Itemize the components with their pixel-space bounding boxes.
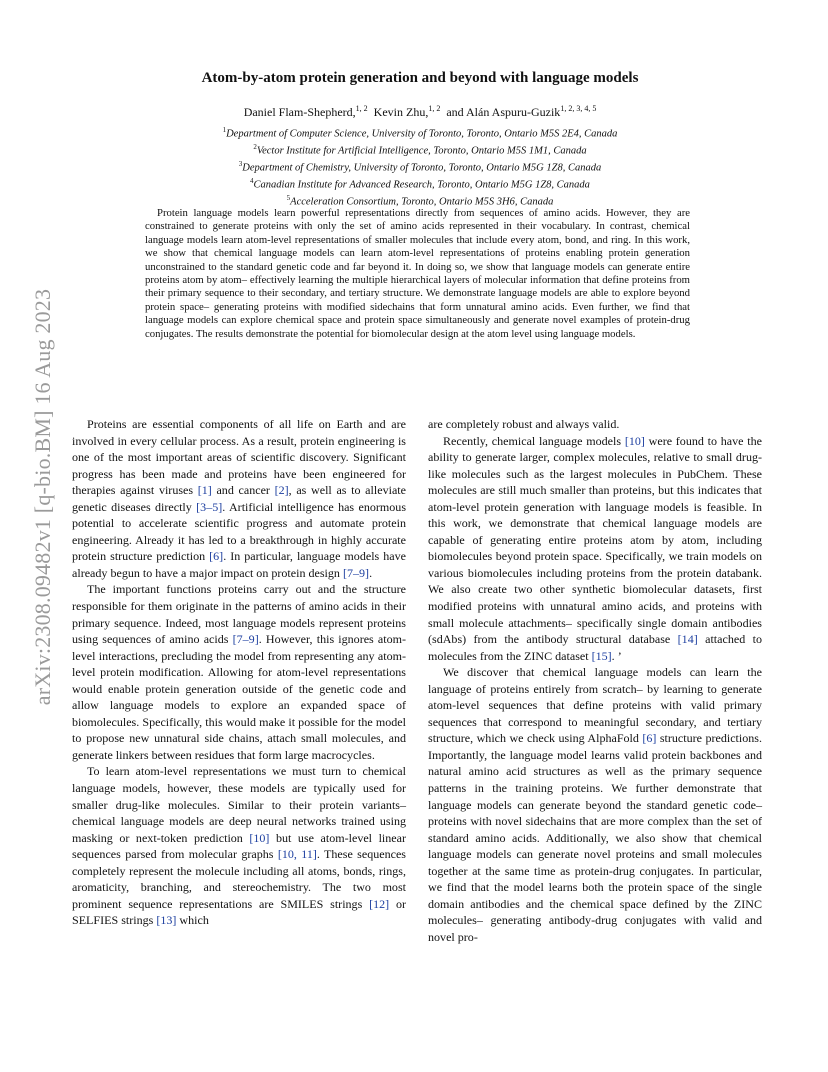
affiliation-list (80, 124, 760, 209)
author-name: Kevin Zhu, (373, 105, 429, 119)
citation-link[interactable]: [2] (274, 483, 289, 498)
affiliation-marker: 5 (286, 194, 291, 203)
body-paragraph (428, 433, 762, 665)
affiliation-marker: 1 (222, 126, 227, 134)
body-text: structure predictions. Importantly, the language model learns valid protein backbones and natural amino acid structures as well as the primary sequence patterns in the training proteins. We further demonstrate that language models can generate beyond the standard genetic code– proteins with novel sidechains that are more complex than the set of standard amino acids. Additionally, we also show that chemical language models can generate novel proteins and small molecules together at the same time as protein-drug conjugates. In particular, we find that the model learns both the protein space of the single domain antibodies and the chemical space defined by the ZINC molecules– generating antibody-drug conjugates with valid and novel pro- (428, 731, 762, 944)
body-text: and cancer (211, 483, 275, 498)
author-affil-marker: 1, 2, 3, 4, 5 (560, 104, 597, 113)
body-text: Recently, chemical language models (443, 433, 625, 448)
body-text: . Artificial intelligence has enormous potential to accelerate scientific progress and automate protein engineering. Already it has led to a breakthrough in highly accurate protein structure prediction (72, 499, 407, 564)
citation-link[interactable]: [15] (591, 648, 612, 663)
arxiv-identifier (18, 262, 68, 732)
affiliation-text: Department of Computer Science, University of Toronto, Toronto, Ontario M5S 2E4, Canada (226, 128, 618, 140)
author-name: Daniel Flam-Shepherd, (243, 105, 356, 119)
body-text: Proteins are essential components of all life on Earth and are involved in every cellular process. As a result, protein engineering is one of the most important areas of scientific discovery. Significant progress has been made and proteins have been engineered for therapies against viruses (72, 417, 406, 498)
citation-link[interactable]: [7–9] (342, 565, 370, 580)
affiliation-marker: 4 (250, 177, 254, 186)
affiliation (80, 175, 760, 192)
affiliation (80, 158, 760, 175)
body-text: . In particular, language models have already begun to have a major impact on protein design (72, 549, 406, 580)
affiliation-text: Vector Institute for Artificial Intelligence, Toronto, Ontario M5S 1M1, Canada (256, 145, 587, 157)
citation-link[interactable]: [10, 11] (277, 847, 317, 862)
body-paragraph (428, 664, 762, 945)
body-text: We discover that chemical language models can learn the language of proteins entirely from scratch– by learning to generate atom-level sequences that define proteins with valid primary sequences that correspond to meaningful secondary, and tertiary structure, which we check using AlphaFold (428, 665, 762, 746)
citation-link[interactable]: [6] (642, 731, 657, 746)
body-text: but use atom-level linear sequences parsed from molecular graphs (72, 830, 406, 862)
citation-link[interactable]: [1] (197, 483, 212, 498)
body-text: were found to have the ability to generate larger, complex molecules, relative to small drug-like molecules such as the largest molecules in PubChem. These molecules are still much smaller than proteins, but this indicates that atom-level protein generation with language models is feasible. In this work, we demonstrate that chemical language models are capable of generating entire proteins atom by atom, including biomolecules beyond protein space. Specifically, we train models on various biomolecules including proteins from the protein databank. We also create two other synthetic biomolecular datasets, first modified proteins with unnatural amino acids, and proteins with small molecule attachments– specifically single domain antibodies (sdAbs) from the antibody structural database (428, 433, 762, 647)
body-text: which (176, 913, 209, 928)
body-text: The important functions proteins carry out and the structure responsible for them originate in the patterns of amino acids in their primary sequence. Indeed, most language models represent proteins using sequences of amino acids (72, 582, 406, 647)
affiliation-text: Department of Chemistry, University of Toronto, Toronto, Ontario M5G 1Z8, Canada (242, 162, 602, 174)
citation-link[interactable]: [13] (156, 913, 177, 928)
paper-title: Atom-by-atom protein generation and beyond with language models (201, 70, 639, 86)
citation-link[interactable]: [12] (369, 896, 390, 911)
body-paragraph (72, 763, 406, 928)
author-list (80, 101, 760, 120)
citation-link[interactable]: [3–5] (196, 499, 223, 514)
body-text: are completely robust and always valid. (428, 417, 620, 431)
affiliation-marker: 2 (253, 143, 257, 152)
citation-link[interactable]: [7–9] (232, 632, 259, 647)
citation-link[interactable]: [10] (249, 830, 270, 845)
body-paragraph (428, 416, 762, 433)
body-text: . (369, 565, 373, 580)
affiliation-marker: 3 (238, 160, 243, 169)
body-text: or SELFIES strings (72, 896, 406, 928)
affiliation-text: Canadian Institute for Advanced Research, Toronto, Ontario M5G 1Z8, Canada (253, 179, 590, 191)
author-affil-marker: 1, 2 (428, 104, 441, 113)
body-column-right (428, 416, 762, 946)
abstract: Protein language models learn powerful representations directly from sequences of amino acids. However, they are constrained to generate proteins with only the set of amino acids represented in their vocabulary. In contrast, chemical language models learn atom-level representations of smaller molecules that include every atom, bond, and ring. In this work, we show that chemical language models can learn atom-level representations of proteins enabling protein generation unconstrained to the standard genetic code and far beyond it. In doing so, we show that language models can generate entire proteins atom by atom– effectively learning the multiple hierarchical layers of molecular information that define proteins from their primary sequence to their secondary, and tertiary structure. We demonstrate language models are able to explore beyond protein space– generating proteins with modified sidechains that form unnatural amino acids. Even further, we find that language models can explore chemical space and protein space simultaneously and generate novel examples of protein-drug conjugates. The results demonstrate the potential for biomolecular design at the atom level using language models. (145, 207, 690, 340)
body-text: attached to molecules from the ZINC dataset (428, 632, 762, 663)
body-text: To learn atom-level representations we must turn to chemical language models, however, these models are typically used for smaller drug-like molecules. Similar to their protein variants– chemical language models are deep neural networks trained using masking or next-token prediction (72, 764, 406, 845)
author-affil-marker: 1, 2 (355, 104, 368, 113)
body-text: . However, this ignores atom-level interactions, precluding the model from representing any atom-level protein modification. Allowing for atom-level representations would enable protein generation outside of the genetic code and allow language models to explore an expanded space of biomolecules. Specifically, this would make it possible for the model to propose new unnatural side chains, attach small molecules, and generate linkers between residues that form large macrocycles. (72, 632, 406, 762)
body-paragraph (72, 581, 406, 763)
author-name: and Alán Aspuru-Guzik (446, 105, 561, 119)
citation-link[interactable]: [14] (677, 632, 698, 647)
affiliation (80, 124, 760, 141)
body-text: . ’ (611, 648, 622, 663)
body-paragraph (72, 416, 406, 581)
affiliation-text: Acceleration Consortium, Toronto, Ontario M5S 3H6, Canada (290, 196, 554, 208)
body-column-left (72, 416, 406, 929)
body-text: , as well as to alleviate genetic diseases directly (72, 483, 406, 514)
citation-link[interactable]: [10] (624, 433, 645, 448)
affiliation (80, 141, 760, 158)
body-text: . These sequences completely represent the molecule including all atoms, bonds, rings, aromaticity, branching, and stereochemistry. The two most prominent sequence representations are SMILES strings (72, 847, 406, 911)
citation-link[interactable]: [6] (209, 549, 224, 564)
arxiv-identifier-text: arXiv:2308.09482v1 [q-bio.BM] 16 Aug 2023 (30, 288, 55, 706)
